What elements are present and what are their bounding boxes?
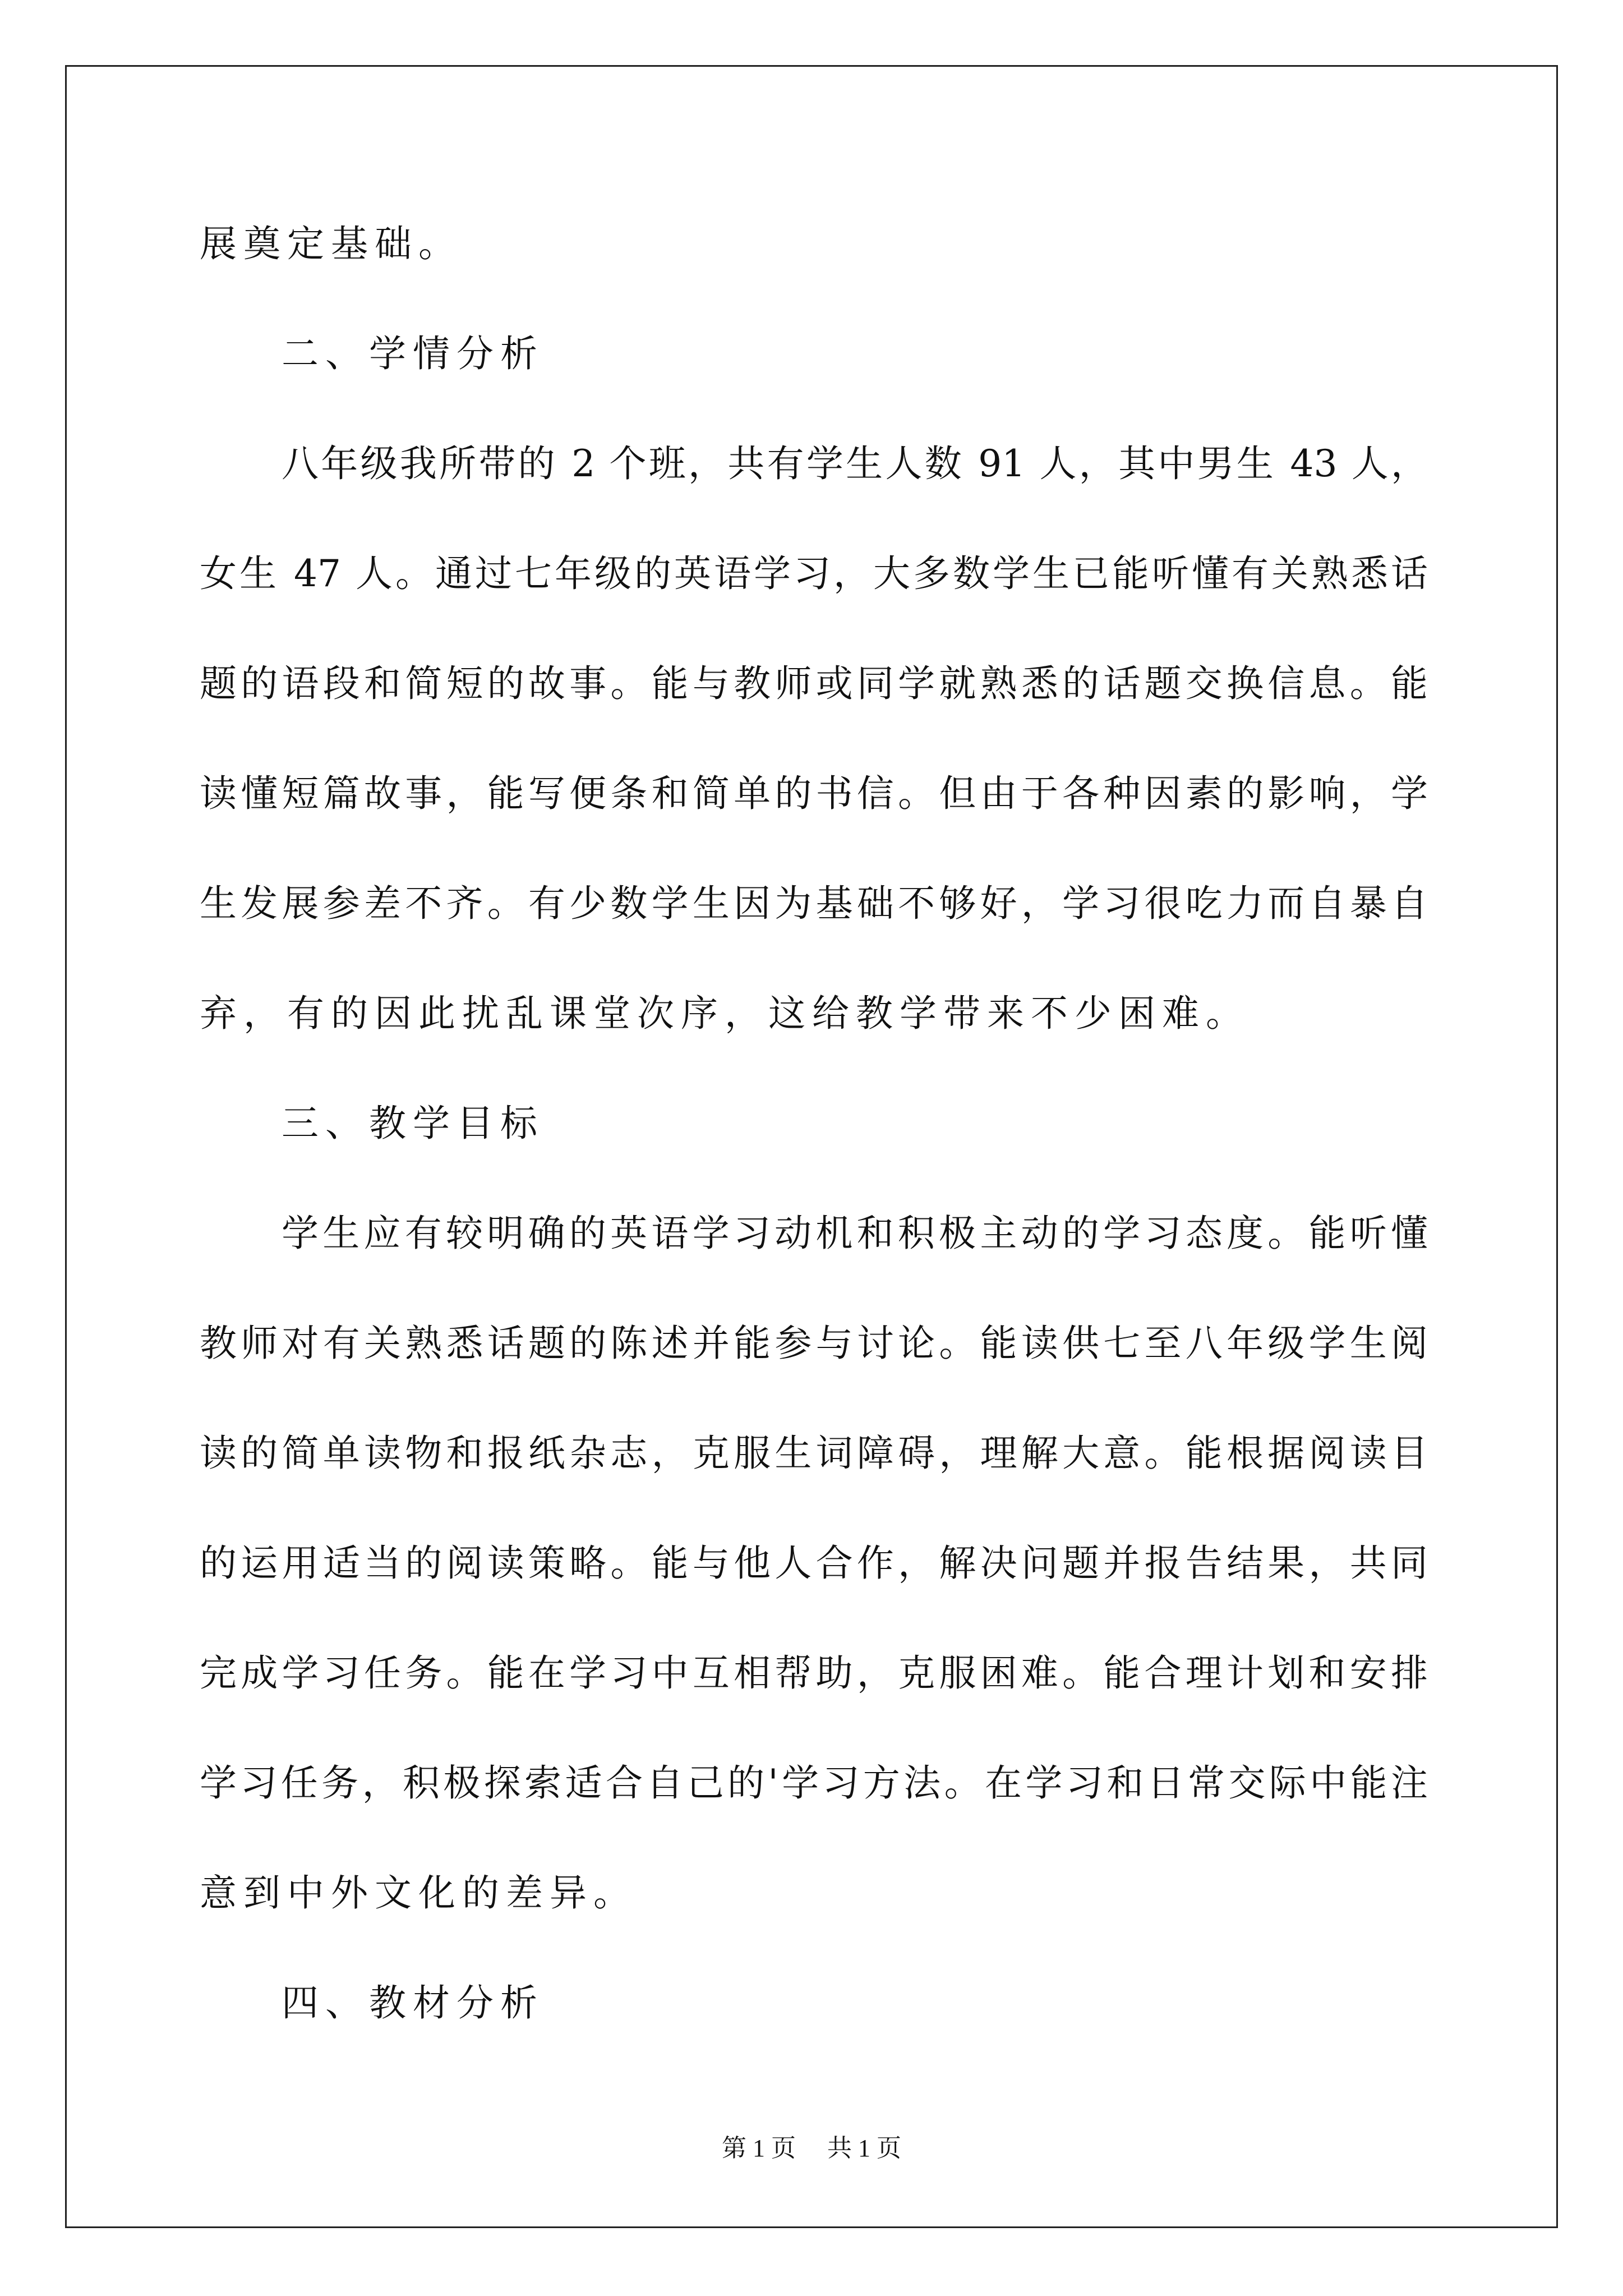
text-line: 读懂短篇故事，能写便条和简单的书信。但由于各种因素的影响，学: [200, 772, 1428, 815]
text-line: 学习任务，积极探索适合自己的'学习方法。在学习和日常交际中能注: [200, 1761, 1428, 1805]
text-line: 的运用适当的阅读策略。能与他人合作，解决问题并报告结果，共同: [200, 1542, 1428, 1585]
section-heading-student-analysis: 二、学情分析: [282, 332, 544, 375]
text-line: 展奠定基础。: [200, 222, 462, 265]
text-line: 八年级我所带的 2 个班，共有学生人数 91 人，其中男生 43 人，: [282, 442, 1428, 485]
text-line: 完成学习任务。能在学习中互相帮助，克服困难。能合理计划和安排: [200, 1651, 1428, 1695]
page-total: 共 1 页: [827, 2134, 901, 2162]
text-line: 弃，有的因此扰乱课堂次序，这给教学带来不少困难。: [200, 992, 1249, 1035]
text-line: 意到中外文化的差异。: [200, 1871, 637, 1915]
text-line: 题的语段和简短的故事。能与教师或同学就熟悉的话题交换信息。能: [200, 662, 1428, 705]
text-line: 女生 47 人。通过七年级的英语学习，大多数学生已能听懂有关熟悉话: [200, 552, 1428, 595]
text-line: 读的简单读物和报纸杂志，克服生词障碍，理解大意。能根据阅读目: [200, 1432, 1428, 1475]
text-line: 学生应有较明确的英语学习动机和积极主动的学习态度。能听懂: [282, 1212, 1428, 1255]
page-footer: [0, 2132, 1623, 2165]
document-body: [200, 202, 1428, 2071]
text-line: 教师对有关熟悉话题的陈述并能参与讨论。能读供七至八年级学生阅: [200, 1322, 1428, 1365]
text-line: 生发展参差不齐。有少数学生因为基础不够好，学习很吃力而自暴自: [200, 882, 1428, 925]
section-heading-textbook-analysis: 四、教材分析: [282, 1981, 544, 2024]
section-heading-teaching-goals: 三、教学目标: [282, 1102, 544, 1145]
page-number: 第 1 页: [722, 2134, 796, 2162]
